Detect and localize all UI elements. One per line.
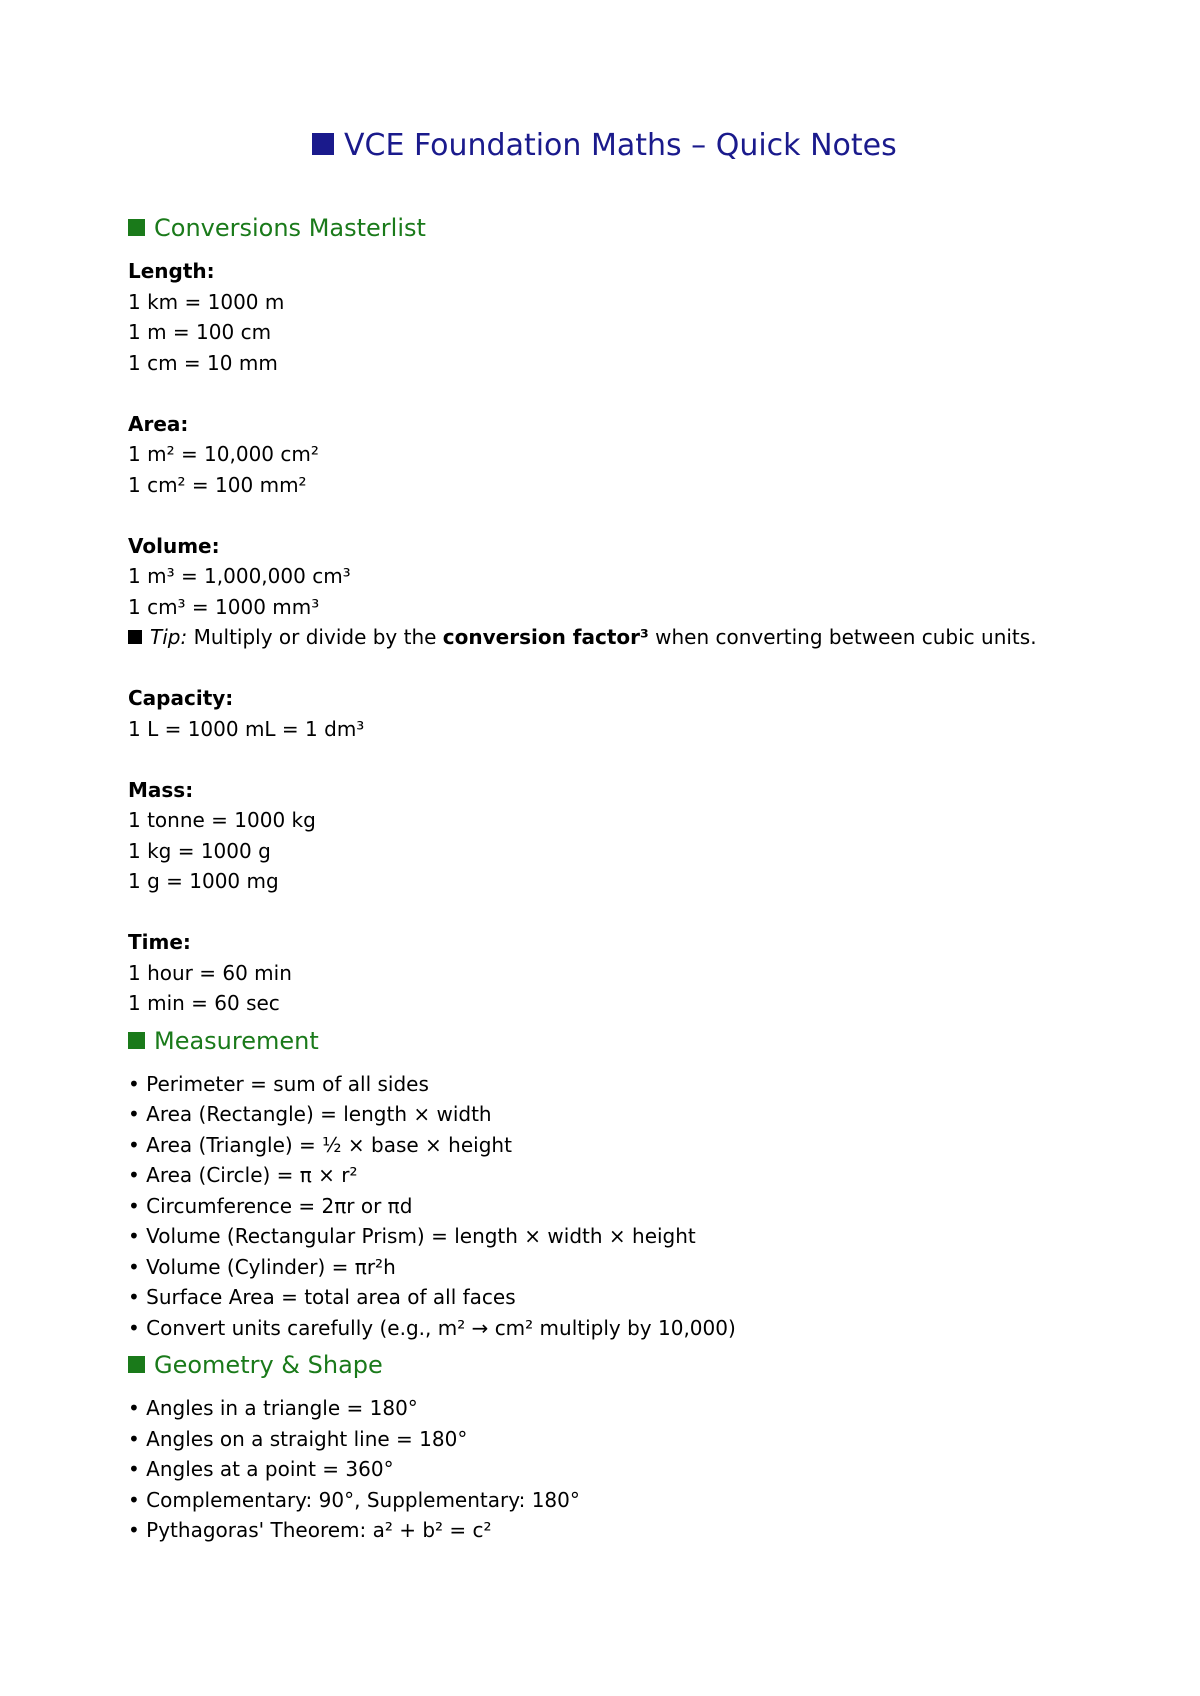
spacer <box>128 744 1140 775</box>
list-item: • Convert units carefully (e.g., m² → cm² multiply by 10,000) <box>128 1315 736 1340</box>
conversion-line: 1 m² = 10,000 cm² <box>128 442 319 466</box>
conversion-line: 1 kg = 1000 g <box>128 838 271 863</box>
group-label: Capacity: <box>128 686 234 710</box>
tip-prefix: Tip: <box>150 625 188 649</box>
section-heading-text: Geometry & Shape <box>154 1351 383 1379</box>
conversion-line: 1 cm³ = 1000 mm³ <box>128 594 320 619</box>
list-item: • Perimeter = sum of all sides <box>128 1071 429 1096</box>
conversion-line: 1 km = 1000 m <box>128 289 285 314</box>
list-item: • Angles on a straight line = 180° <box>128 1426 468 1451</box>
list-item: • Volume (Rectangular Prism) = length × width × height <box>128 1224 696 1248</box>
conversion-line: 1 cm² = 100 mm² <box>128 472 307 497</box>
tip-text-before: Multiply or divide by the <box>187 625 443 649</box>
conversion-group-capacity <box>128 683 1140 744</box>
square-icon <box>128 1356 145 1373</box>
list-item: • Volume (Cylinder) = πr²h <box>128 1254 396 1279</box>
measurement-list <box>128 1069 1140 1344</box>
group-label: Time: <box>128 930 191 954</box>
group-label: Length: <box>128 259 215 283</box>
conversion-line: 1 m = 100 cm <box>128 320 272 344</box>
list-item: • Area (Triangle) = ½ × base × height <box>128 1132 512 1157</box>
tip-text-after: when converting between cubic units. <box>648 625 1037 649</box>
section-heading-text: Measurement <box>154 1026 319 1055</box>
square-bullet-icon <box>128 630 142 644</box>
spacer <box>128 500 1140 531</box>
list-item: • Angles in a triangle = 180° <box>128 1396 418 1420</box>
conversion-line: 1 min = 60 sec <box>128 991 280 1015</box>
conversion-line: 1 L = 1000 mL = 1 dm³ <box>128 716 365 741</box>
conversion-line: 1 cm = 10 mm <box>128 350 278 375</box>
conversion-group-length <box>128 256 1140 378</box>
page-title <box>128 126 1140 166</box>
square-icon <box>128 219 145 236</box>
conversion-line: 1 m³ = 1,000,000 cm³ <box>128 564 351 588</box>
spacer <box>128 653 1140 684</box>
list-item: • Area (Rectangle) = length × width <box>128 1102 492 1126</box>
list-item: • Circumference = 2πr or πd <box>128 1193 413 1218</box>
list-item: • Pythagoras' Theorem: a² + b² = c² <box>128 1518 492 1542</box>
tip-line <box>128 622 1140 653</box>
list-item: • Area (Circle) = π × r² <box>128 1163 358 1187</box>
section-heading-geometry <box>128 1349 1140 1381</box>
list-item: • Surface Area = total area of all faces <box>128 1285 516 1309</box>
conversion-group-mass <box>128 775 1140 897</box>
group-label: Volume: <box>128 533 220 558</box>
conversion-group-area <box>128 409 1140 501</box>
page-title-text: VCE Foundation Maths – Quick Notes <box>344 128 897 163</box>
section-heading-conversions <box>128 212 1140 244</box>
list-item: • Angles at a point = 360° <box>128 1457 394 1481</box>
spacer <box>128 897 1140 928</box>
conversion-line: 1 tonne = 1000 kg <box>128 808 316 832</box>
geometry-list <box>128 1393 1140 1546</box>
tip-emphasis: conversion factor³ <box>442 625 649 649</box>
square-icon <box>312 133 334 155</box>
square-icon <box>128 1032 145 1049</box>
spacer <box>128 378 1140 409</box>
conversion-line: 1 hour = 60 min <box>128 960 292 985</box>
section-heading-measurement <box>128 1025 1140 1057</box>
group-label: Mass: <box>128 777 194 802</box>
list-item: • Complementary: 90°, Supplementary: 180° <box>128 1487 580 1512</box>
conversion-group-volume <box>128 531 1140 653</box>
conversion-group-time <box>128 927 1140 1019</box>
conversion-line: 1 g = 1000 mg <box>128 869 279 893</box>
group-label: Area: <box>128 411 189 436</box>
section-heading-text: Conversions Masterlist <box>154 214 426 242</box>
